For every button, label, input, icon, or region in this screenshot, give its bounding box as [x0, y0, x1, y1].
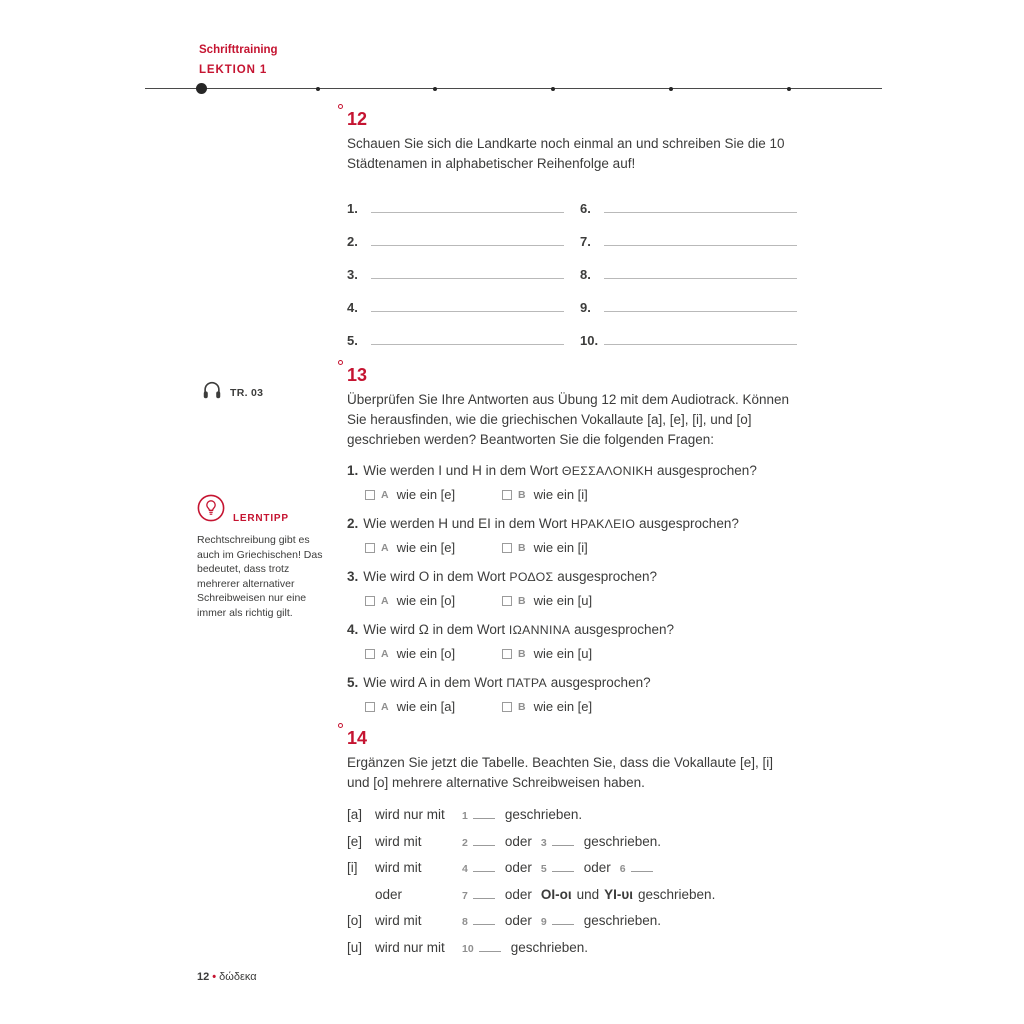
- fill-blank[interactable]: [473, 835, 495, 846]
- fill-blank[interactable]: [473, 888, 495, 899]
- blank-row: [580, 184, 797, 217]
- option-letter: B: [518, 647, 526, 660]
- row-verb: wird mit: [375, 833, 422, 849]
- audio-track: [201, 379, 263, 406]
- question-number: 4.: [347, 622, 359, 637]
- checkbox-a[interactable]: [365, 702, 375, 712]
- greek-word: ΠΑΤΡΑ: [506, 676, 547, 690]
- answer-blank[interactable]: [371, 344, 564, 345]
- table-row-a: [347, 807, 797, 834]
- vowel-label: [i]: [347, 860, 358, 875]
- row-connector: und: [576, 886, 600, 902]
- option-b[interactable]: [502, 699, 639, 714]
- fill-blank[interactable]: [473, 861, 495, 872]
- blank-number: 8.: [580, 267, 591, 282]
- option-letter: A: [381, 594, 389, 607]
- question-text: [347, 621, 797, 639]
- lesson-title: LEKTION 1: [199, 64, 268, 76]
- answer-blank[interactable]: [604, 344, 797, 345]
- blank-number: 2.: [347, 234, 358, 249]
- greek-word: ΙΩΑΝΝΙΝΑ: [508, 623, 571, 637]
- blank-number: 1.: [347, 201, 358, 216]
- answer-blank[interactable]: [371, 212, 564, 213]
- page-number: 12: [197, 971, 210, 983]
- question-text: [347, 462, 797, 480]
- option-a[interactable]: [365, 593, 502, 608]
- answer-blank[interactable]: [604, 278, 797, 279]
- exercise-number-text: 13: [347, 365, 368, 385]
- option-a[interactable]: [365, 646, 502, 661]
- blank-number: 5.: [347, 333, 358, 348]
- option-text: wie ein [e]: [396, 540, 456, 555]
- exercise-13: [347, 365, 797, 714]
- blank-row: [347, 184, 564, 217]
- question-3: [347, 568, 797, 608]
- answer-blank[interactable]: [604, 212, 797, 213]
- greek-word: ΗΡΑΚΛΕΙΟ: [570, 517, 636, 531]
- fill-blank[interactable]: [473, 808, 495, 819]
- progress-dot: [551, 87, 555, 91]
- blank-number: 6: [619, 863, 626, 875]
- blank-number: 10: [462, 942, 474, 955]
- digraph-yi: ΥΙ-υι: [604, 886, 634, 902]
- checkbox-b[interactable]: [502, 543, 512, 553]
- question-post: ausgesprochen?: [639, 516, 739, 531]
- greek-word: ΘΕΣΣΑΛΟΝΙΚΗ: [561, 464, 654, 478]
- headphones-icon: [201, 379, 223, 406]
- question-post: ausgesprochen?: [574, 622, 674, 637]
- exercise-number-text: 14: [347, 728, 368, 748]
- checkbox-a[interactable]: [365, 596, 375, 606]
- table-row-i: [347, 860, 797, 887]
- lightbulb-icon: [197, 494, 225, 527]
- row-connector: oder: [504, 860, 532, 875]
- question-post: ausgesprochen?: [557, 569, 658, 584]
- options-row: [365, 646, 797, 661]
- question-number: 3.: [347, 569, 359, 584]
- fill-blank[interactable]: [479, 941, 501, 952]
- blank-row: [347, 283, 564, 316]
- vowel-label: [a]: [347, 807, 363, 822]
- exercise-14: [347, 728, 797, 966]
- row-verb: wird nur mit: [375, 807, 445, 822]
- track-label: TR. 03: [230, 386, 264, 399]
- fill-blank[interactable]: [631, 861, 653, 872]
- checkbox-a[interactable]: [365, 543, 375, 553]
- blank-column-right: [580, 184, 797, 349]
- question-post: ausgesprochen?: [550, 675, 651, 690]
- city-blank-grid: [347, 184, 797, 349]
- option-text: wie ein [o]: [396, 593, 456, 608]
- blank-row: [347, 250, 564, 283]
- checkbox-b[interactable]: [502, 702, 512, 712]
- option-b[interactable]: [502, 646, 639, 661]
- checkbox-b[interactable]: [502, 596, 512, 606]
- fill-blank[interactable]: [552, 914, 574, 925]
- option-letter: B: [518, 700, 526, 713]
- option-a[interactable]: [365, 699, 502, 714]
- option-letter: B: [518, 541, 526, 554]
- option-b[interactable]: [502, 593, 639, 608]
- question-text: [347, 568, 797, 586]
- option-letter: A: [381, 700, 389, 713]
- option-a[interactable]: [365, 540, 502, 555]
- exercise-12: [347, 109, 797, 349]
- question-text: [347, 674, 797, 692]
- row-tail: geschrieben.: [583, 913, 662, 928]
- progress-dot: [787, 87, 791, 91]
- option-text: wie ein [e]: [396, 487, 456, 502]
- option-text: wie ein [e]: [533, 699, 593, 714]
- blank-row: [580, 250, 797, 283]
- table-row-e: [347, 834, 797, 861]
- row-verb: wird mit: [375, 860, 422, 875]
- fill-blank[interactable]: [552, 861, 574, 872]
- progress-rule: [145, 88, 882, 89]
- blank-row: [580, 283, 797, 316]
- blank-number: 8: [462, 916, 468, 928]
- question-post: ausgesprochen?: [657, 463, 757, 478]
- blank-number: 3: [540, 836, 547, 849]
- fill-blank[interactable]: [473, 914, 495, 925]
- blank-number: 2: [462, 836, 468, 849]
- table-row-u: [347, 940, 797, 967]
- fill-blank[interactable]: [552, 835, 574, 846]
- greek-word: ΡΟΔΟΣ: [509, 570, 554, 584]
- answer-blank[interactable]: [371, 245, 564, 246]
- exercise-marker-icon: [338, 104, 343, 109]
- checkbox-b[interactable]: [502, 649, 512, 659]
- row-tail: geschrieben.: [638, 886, 716, 902]
- blank-number: 9.: [580, 300, 591, 315]
- options-row: [365, 487, 797, 502]
- question-2: [347, 515, 797, 555]
- page-number-word: δώδεκα: [219, 971, 257, 983]
- answer-blank[interactable]: [604, 245, 797, 246]
- blank-row: [580, 217, 797, 250]
- option-text: wie ein [o]: [396, 646, 456, 661]
- table-row-i-continued: [347, 887, 797, 914]
- option-letter: B: [518, 488, 526, 501]
- option-a[interactable]: [365, 487, 502, 502]
- option-text: wie ein [u]: [533, 593, 593, 608]
- option-text: wie ein [i]: [533, 487, 588, 502]
- blank-column-left: [347, 184, 564, 349]
- option-text: wie ein [i]: [533, 540, 588, 555]
- question-number: 2.: [347, 516, 359, 531]
- exercise-12-instructions: Schauen Sie sich die Landkarte noch einmal an und schreiben Sie die 10 Städtenamen in alphabetischer Reihenfolge auf!: [347, 136, 785, 171]
- option-letter: B: [518, 594, 526, 607]
- vowel-label: [e]: [347, 833, 363, 849]
- blank-row: [347, 217, 564, 250]
- exercise-14-instructions: Ergänzen Sie jetzt die Tabelle. Beachten Sie, dass die Vokallaute [e], [i] und [o] mehrere alternative Schreibweisen haben.: [347, 755, 774, 790]
- footer-bullet: •: [212, 971, 217, 983]
- option-letter: A: [381, 647, 389, 660]
- row-connector: oder: [504, 913, 532, 928]
- table-row-o: [347, 913, 797, 940]
- option-b[interactable]: [502, 487, 639, 502]
- question-pre: Wie werden I und H in dem Wort: [363, 463, 559, 478]
- exercise-13-number: [347, 365, 797, 385]
- options-row: [365, 699, 797, 714]
- blank-number: 7.: [580, 234, 591, 249]
- row-verb: wird nur mit: [375, 939, 445, 955]
- page-footer: [197, 971, 257, 983]
- option-b[interactable]: [502, 540, 639, 555]
- question-text: [347, 515, 797, 533]
- blank-number: 9: [540, 916, 547, 928]
- blank-number: 7: [462, 889, 468, 902]
- blank-number: 5: [540, 863, 547, 875]
- question-number: 1.: [347, 463, 359, 478]
- row-connector: oder: [504, 886, 532, 902]
- blank-number: 1: [462, 810, 468, 822]
- question-1: [347, 462, 797, 502]
- exercise-marker-icon: [338, 723, 343, 728]
- question-pre: Wie werden H und EI in dem Wort: [363, 516, 568, 531]
- checkbox-b[interactable]: [502, 490, 512, 500]
- checkbox-a[interactable]: [365, 490, 375, 500]
- exercise-13-instructions: Überprüfen Sie Ihre Antworten aus Übung 12 mit dem Audiotrack. Können Sie herausfinden, wie die griechischen Vokallaute [a], [e], [i], und [o] geschrieben werden? Beantworten Sie die folgenden Fragen:: [347, 392, 790, 447]
- row-verb: oder: [375, 886, 403, 902]
- options-row: [365, 540, 797, 555]
- checkbox-a[interactable]: [365, 649, 375, 659]
- blank-row: [580, 316, 797, 349]
- row-connector: oder: [504, 833, 532, 849]
- blank-number: 3.: [347, 267, 358, 282]
- blank-row: [347, 316, 564, 349]
- exercise-marker-icon: [338, 360, 343, 365]
- progress-dot: [433, 87, 437, 91]
- progress-dot: [316, 87, 320, 91]
- question-pre: Wie wird O in dem Wort: [363, 569, 506, 584]
- row-tail: geschrieben.: [583, 833, 662, 849]
- question-4: [347, 621, 797, 661]
- exercise-14-number: [347, 728, 797, 748]
- option-letter: A: [381, 488, 389, 501]
- row-verb: wird mit: [375, 913, 422, 928]
- digraph-oi: ΟΙ-οι: [540, 886, 572, 902]
- option-letter: A: [381, 541, 389, 554]
- exercise-12-number: [347, 109, 797, 129]
- vowel-table: [347, 807, 797, 966]
- row-connector: oder: [583, 860, 611, 875]
- row-tail: geschrieben.: [504, 807, 583, 822]
- option-text: wie ein [u]: [533, 646, 593, 661]
- blank-number: 4: [462, 863, 468, 875]
- question-list: [347, 462, 797, 714]
- options-row: [365, 593, 797, 608]
- progress-dot-current: [196, 83, 207, 94]
- question-5: [347, 674, 797, 714]
- row-tail: geschrieben.: [510, 939, 588, 955]
- lerntipp-label: LERNTIPP: [233, 513, 289, 524]
- question-pre: Wie wird A in dem Wort: [363, 675, 503, 690]
- question-pre: Wie wird Ω in dem Wort: [363, 622, 506, 637]
- answer-blank[interactable]: [604, 311, 797, 312]
- main-content: [347, 109, 797, 966]
- blank-number: 10.: [580, 333, 599, 348]
- blank-number: 4.: [347, 300, 358, 315]
- answer-blank[interactable]: [371, 311, 564, 312]
- exercise-number-text: 12: [347, 109, 368, 129]
- vowel-label: [u]: [347, 939, 363, 955]
- lerntipp-text: Rechtschreibung gibt es auch im Griechischen! Das bedeutet, dass trotz mehrerer alternativer Schreibweisen nur eine immer als richtig gilt.: [197, 534, 323, 619]
- progress-dot: [669, 87, 673, 91]
- option-text: wie ein [a]: [396, 699, 456, 714]
- question-number: 5.: [347, 675, 359, 690]
- vowel-label: [o]: [347, 913, 363, 928]
- blank-number: 6.: [580, 201, 591, 216]
- answer-blank[interactable]: [371, 278, 564, 279]
- section-kicker: Schrifttraining: [199, 44, 278, 56]
